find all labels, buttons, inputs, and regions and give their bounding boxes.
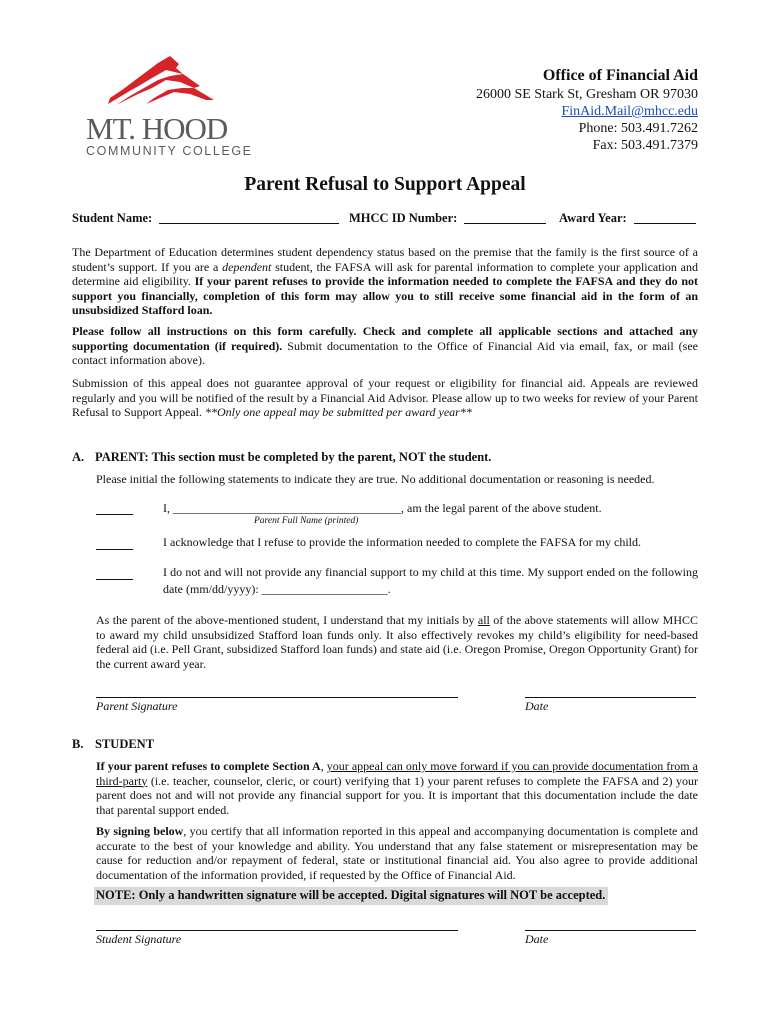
parent-name-caption: Parent Full Name (printed) [254, 516, 359, 526]
office-name: Office of Financial Aid [542, 67, 698, 84]
office-fax: Fax: 503.491.7379 [592, 138, 698, 153]
handwritten-signature-note: NOTE: Only a handwritten signature will be accepted. Digital signatures will NOT be accepted. [94, 887, 608, 905]
statement-refuse-fafsa: I acknowledge that I refuse to provide the information needed to complete the FAFSA for my child. [163, 535, 641, 549]
intro-paragraph-3: Submission of this appeal does not guarantee approval of your request or eligibility for financial aid. Appeals are reviewed regularly and you will be notified of the result by a Financial Aid Advisor. Please allow up to two weeks for review of your Parent Refusal to Support Appeal. **Only one appeal may be submitted per award year** [72, 376, 698, 420]
office-email-link[interactable]: FinAid.Mail@mhcc.edu [561, 104, 698, 119]
section-a-instruction: Please initial the following statements to indicate they are true. No additional documentation or reasoning is needed. [96, 472, 655, 486]
initial-field-1[interactable] [96, 513, 133, 515]
parent-date-label: Date [525, 699, 549, 713]
initial-field-2[interactable] [96, 548, 133, 550]
student-name-field[interactable] [159, 211, 339, 224]
intro-paragraph-2: Please follow all instructions on this form carefully. Check and complete all applicable sections and attached any supporting documentation (if required). Submit documentation to the Office of Financial Aid via email, fax, or mail (see contact information above). [72, 324, 698, 368]
statement-legal-parent: I, ______________________________________, am the legal parent of the above student. [163, 501, 602, 515]
award-year-label: Award Year: [559, 211, 627, 225]
initial-field-3[interactable] [96, 578, 133, 580]
section-b-paragraph-2: By signing below, you certify that all information reported in this appeal and accompanying documentation is complete and accurate to the best of your knowledge and ability. You understand that any false statement or misrepresentation may be cause for reduction and/or repayment of federal, state or institutional financial aid. You also agree to provide additional documentation of the information provided, if requested by the Office of Financial Aid. [96, 824, 698, 882]
form-title: Parent Refusal to Support Appeal [244, 174, 526, 195]
mhcc-id-label: MHCC ID Number: [349, 211, 458, 225]
intro-paragraph-1: The Department of Education determines student dependency status based on the premise that the family is the first source of a student’s support. If you are a dependent student, the FAFSA will ask for parental information to complete your application and determine aid eligibility. If your parent refuses to provide the information needed to complete the FAFSA and they do not support you financially, completion of this form may allow you to still receive some financial aid in the form of an unsubsidized Stafford loan. [72, 245, 698, 318]
student-date-line[interactable] [525, 930, 696, 932]
office-address: 26000 SE Stark St, Gresham OR 97030 [475, 87, 698, 102]
office-phone: Phone: 503.491.7262 [578, 121, 698, 136]
office-contact-block [476, 66, 698, 154]
award-year-field[interactable] [634, 211, 696, 224]
section-a-heading: A. PARENT: This section must be completed by the parent, NOT the student. [72, 450, 492, 464]
logo-title: MT. HOOD [86, 111, 228, 146]
student-name-label: Student Name: [72, 211, 153, 225]
section-a-closing: As the parent of the above-mentioned student, I understand that my initials by all of the above statements will allow MHCC to award my child unsubsidized Stafford loan funds only. It also effectively revokes my child’s eligibility for need-based federal aid (i.e. Pell Grant, subsidized Stafford loan funds) and state aid (i.e. Oregon Promise, Oregon Opportunity Grant) for the current award year. [96, 613, 698, 671]
student-signature-label: Student Signature [96, 932, 182, 946]
mhcc-id-field[interactable] [464, 211, 546, 224]
section-b-heading: B. STUDENT [72, 737, 155, 751]
logo-subtitle: COMMUNITY COLLEGE [86, 144, 253, 158]
parent-date-line[interactable] [525, 697, 696, 699]
statement-no-support: I do not and will not provide any financial support to my child at this time. My support ended on the following date (mm/dd/yyyy): _____________________. [163, 565, 698, 596]
student-date-label: Date [525, 932, 549, 946]
parent-signature-label: Parent Signature [96, 699, 178, 713]
section-b-paragraph-1: If your parent refuses to complete Section A, your appeal can only move forward if you can provide documentation from a third-party (i.e. teacher, counselor, cleric, or court) verifying that 1) your parent refuses to complete the FAFSA and 2) your parent does not and will not provide any financial support for you. It is important that this documentation include the date that parental support ended. [96, 759, 699, 817]
